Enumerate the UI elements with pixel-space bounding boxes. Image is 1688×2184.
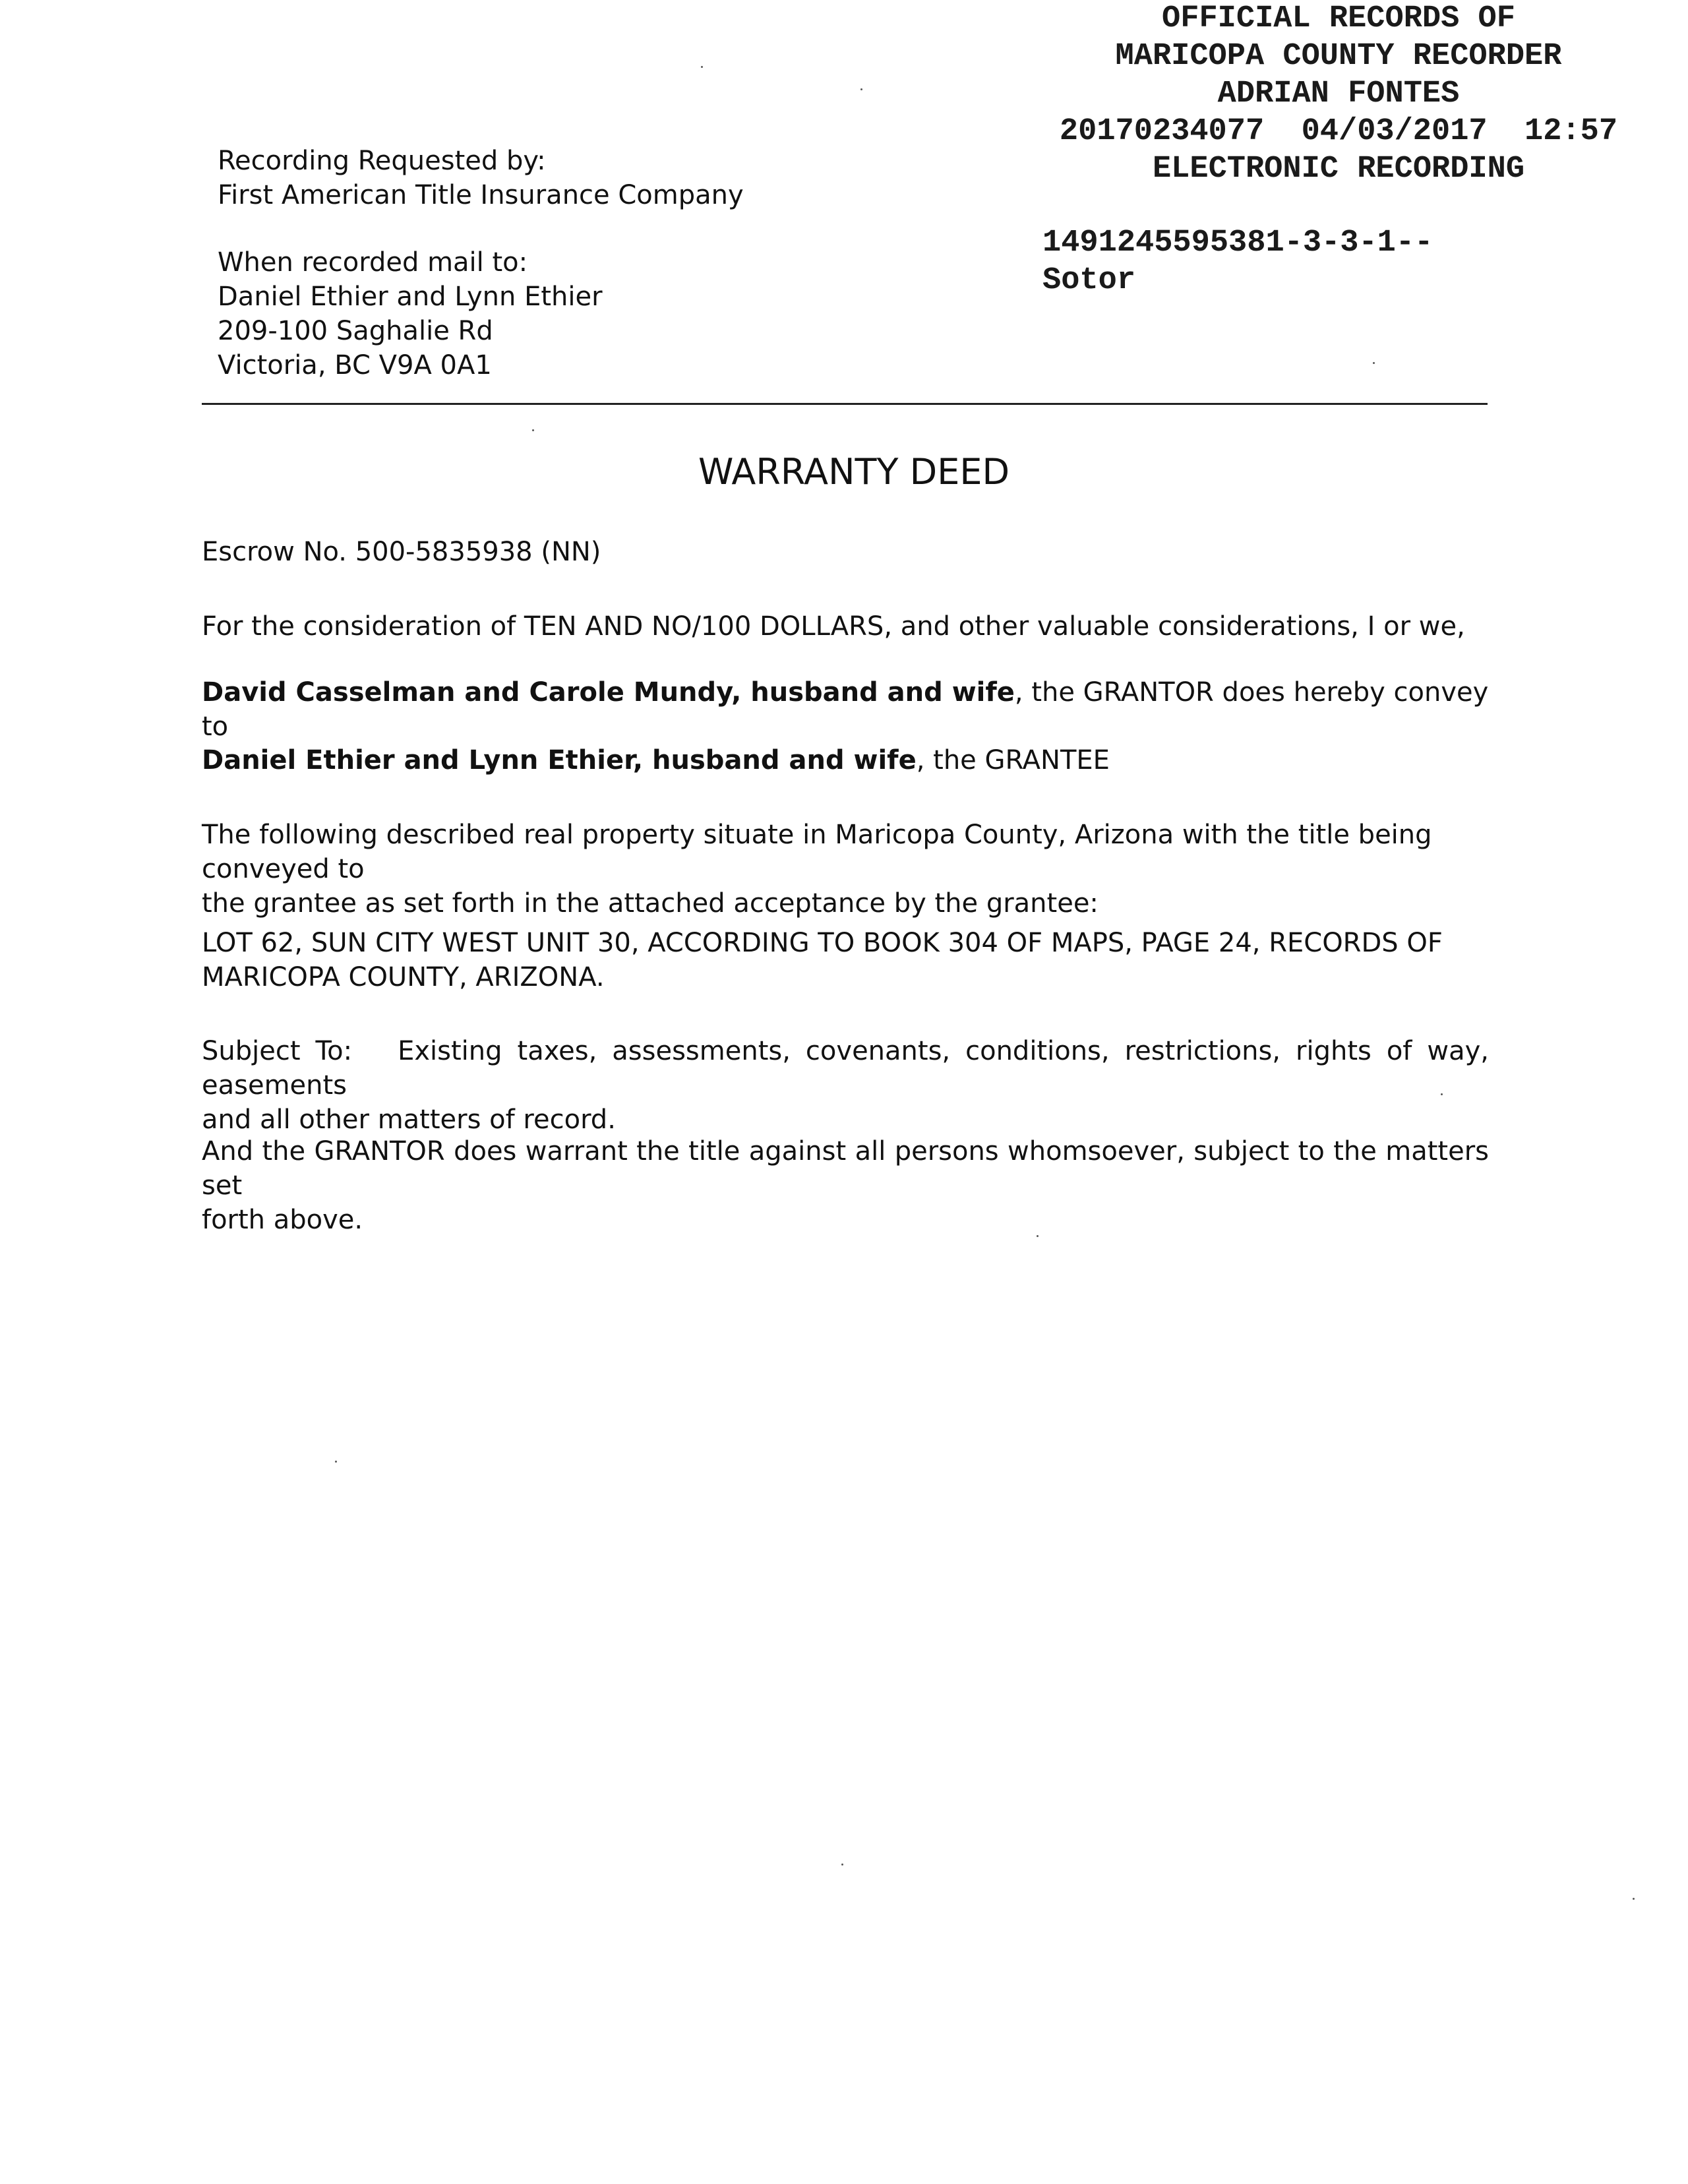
warranty-line-2: forth above. [202,1205,363,1235]
mail-to-street: 209-100 Saghalie Rd [218,316,493,346]
property-intro-line-2: the grantee as set forth in the attached acceptance by the grantee: [202,888,1099,919]
stamp-county-recorder: MARICOPA COUNTY RECORDER [1115,39,1562,74]
grantee-clause [202,743,1489,777]
warranty-line-1: And the GRANTOR does warrant the title against all persons whomsoever, subject to the matters set [202,1136,1489,1201]
stamp-recorder-name: ADRIAN FONTES [1217,76,1460,111]
scan-speck [532,429,534,431]
mail-to-block [218,245,603,382]
recording-requested-company: First American Title Insurance Company [218,180,744,210]
property-intro [202,818,1489,921]
escrow-number: Escrow No. 500-5835938 (NN) [202,537,601,567]
recording-user: Sotor [1042,263,1136,298]
scan-speck [841,1864,843,1866]
grantee-tail: , the GRANTEE [916,745,1110,775]
subject-to-line-1 [202,1034,1489,1103]
grantee-names: Daniel Ethier and Lynn Ethier, husband and wife [202,745,917,775]
grantor-clause [202,675,1489,744]
recording-requested-label: Recording Requested by: [218,146,546,176]
warranty-clause [202,1134,1489,1237]
legal-description-line-2: MARICOPA COUNTY, ARIZONA. [202,962,605,992]
consideration-clause: For the consideration of TEN AND NO/100 DOLLARS, and other valuable considerations, I or we, [202,611,1465,642]
recording-ids [1042,224,1433,299]
scan-speck [335,1461,337,1463]
scan-speck [1441,1093,1443,1095]
document-title: WARRANTY DEED [698,451,1010,493]
mail-to-city: Victoria, BC V9A 0A1 [218,350,492,380]
recording-code: 1491245595381-3-3-1-- [1042,226,1433,260]
header-divider [202,403,1488,405]
subject-to-line-2: and all other matters of record. [202,1105,616,1135]
scan-speck [1037,1235,1039,1237]
legal-description-line-1: LOT 62, SUN CITY WEST UNIT 30, ACCORDING TO BOOK 304 OF MAPS, PAGE 24, RECORDS OF [202,928,1443,958]
grantor-tail: , the GRANTOR does hereby convey to [202,677,1489,742]
stamp-office: OFFICIAL RECORDS OF [1162,1,1515,36]
recorder-stamp [1009,0,1668,188]
subject-to-text-1: Existing taxes, assessments, covenants, conditions, restrictions, rights of way, easements [202,1036,1489,1101]
scan-speck [1373,362,1375,364]
scan-speck [701,66,703,68]
recording-requested-block [218,144,744,212]
scan-speck [1633,1898,1635,1900]
mail-to-label: When recorded mail to: [218,247,528,278]
subject-to-clause [202,1034,1489,1137]
legal-description [202,926,1489,994]
subject-to-label: Subject To: [202,1036,353,1066]
mail-to-name: Daniel Ethier and Lynn Ethier [218,282,603,312]
stamp-record-number-datetime: 20170234077 04/03/2017 12:57 [1059,114,1618,149]
stamp-recording-type: ELECTRONIC RECORDING [1152,152,1525,187]
scan-speck [860,88,862,90]
property-intro-line-1: The following described real property situate in Maricopa County, Arizona with the title being conveyed to [202,820,1432,884]
grantor-names: David Casselman and Carole Mundy, husband and wife [202,677,1015,708]
